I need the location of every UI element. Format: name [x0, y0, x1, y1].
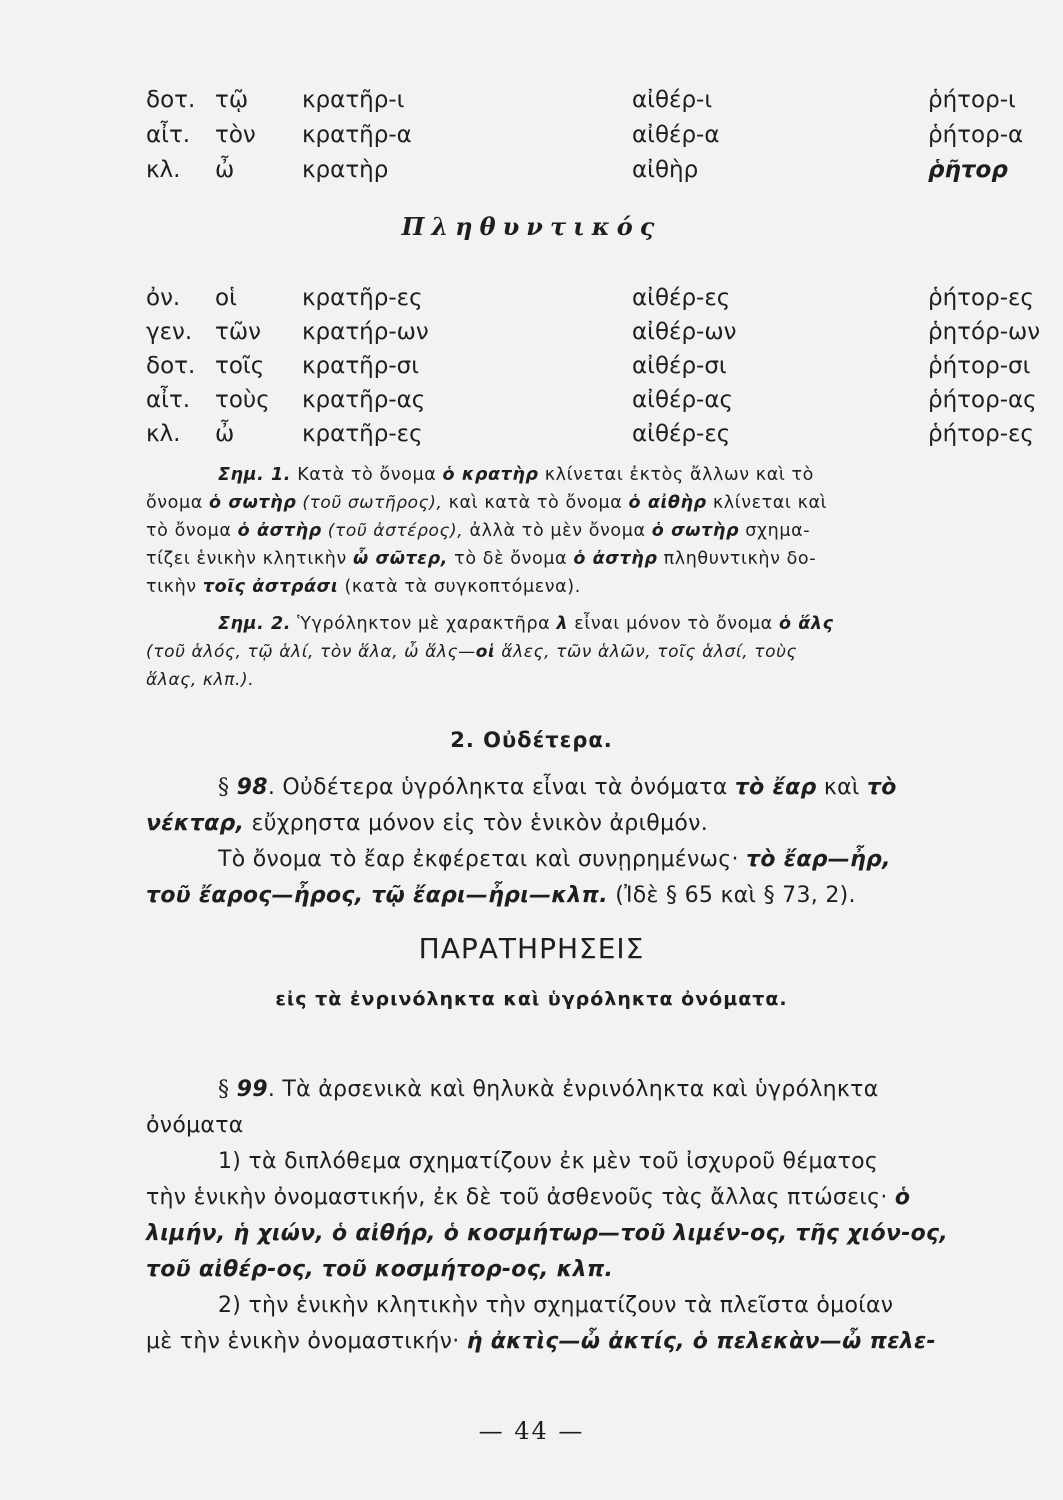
section-sign: § [218, 1077, 230, 1102]
para-line: τοῦ ἔαρος—ἦρος, τῷ ἔαρι—ἦρι—κλπ. (Ἰδὲ § 65 καὶ § 73, 2). [146, 883, 856, 908]
section-sign: § [218, 775, 230, 800]
table-row [0, 281, 1063, 315]
article: ὦ [215, 157, 235, 183]
para-line: 2) τὴν ἑνικὴν κλητικὴν τὴν σχηματίζουν τὰ πλεῖστα ὁμοίαν [218, 1293, 894, 1318]
para-line: τοῦ αἰθέρ-ος, τοῦ κοσμήτορ-ος, κλπ. [146, 1257, 614, 1282]
note-line: (τοῦ ἁλός, τῷ ἁλί, τὸν ἅλα, ὦ ἅλς—οἱ ἅλες, τῶν ἁλῶν, τοῖς ἁλσί, τοὺς [146, 642, 798, 662]
form-rhetor: ῥήτορ-ες [928, 421, 1034, 447]
note-line: ὄνομα ὁ σωτὴρ (τοῦ σωτῆρος), καὶ κατὰ τὸ ὄνομα ὁ αἰθὴρ κλίνεται καὶ [146, 493, 828, 513]
form-rhetor: ῥήτορ-σι [928, 353, 1031, 379]
table-row [0, 153, 1063, 187]
form-krater: κρατῆρ-ι [302, 87, 405, 113]
form-aither: αἰθέρ-ων [632, 319, 737, 345]
note-2 [146, 610, 1063, 694]
plural-heading: Πληθυντικός [401, 212, 662, 241]
form-rhetor: ῥήτορ-ι [928, 87, 1016, 113]
section-heading: 2. Οὐδέτερα. [450, 728, 613, 752]
form-krater: κρατήρ-ων [302, 319, 429, 345]
paragraph-98 [146, 770, 1063, 914]
article: τοὺς [215, 387, 270, 413]
para-line: 1) τὰ διπλόθεμα σχηματίζουν ἐκ μὲν τοῦ ἰσχυροῦ θέματος [218, 1149, 879, 1174]
note-line: τίζει ἑνικὴν κλητικὴν ὦ σῶτερ, τὸ δὲ ὄνομα ὁ ἀστὴρ πληθυντικὴν δο- [146, 549, 817, 569]
para-line: § 99. Τὰ ἀρσενικὰ καὶ θηλυκὰ ἐνρινόληκτα καὶ ὑγρόληκτα [218, 1077, 879, 1102]
form-rhetor: ῥήτορ-α [928, 122, 1024, 148]
para-line: τὴν ἑνικὴν ὀνομαστικήν, ἐκ δὲ τοῦ ἀσθενοῦς τὰς ἄλλας πτώσεις· ὁ [146, 1185, 911, 1210]
form-aither: αἰθέρ-σι [632, 353, 727, 379]
form-krater: κρατῆρ-ες [302, 421, 423, 447]
page-number: — 44 — [478, 1417, 585, 1445]
paragraph-99 [146, 1072, 1063, 1360]
article: τῶν [215, 319, 261, 345]
case-label: ὀν. [146, 285, 181, 311]
case-label: αἶτ. [146, 387, 191, 413]
article: οἱ [215, 285, 237, 311]
table-row [0, 315, 1063, 349]
form-aither: αἰθὴρ [632, 157, 699, 183]
para-line: μὲ τὴν ἑνικὴν ὀνομαστικήν· ἡ ἀκτὶς—ὦ ἀκτίς, ὁ πελεκὰν—ὦ πελε- [146, 1329, 936, 1354]
form-krater: κρατῆρ-α [302, 122, 412, 148]
form-aither: αἰθέρ-ι [632, 87, 713, 113]
form-aither: αἰθέρ-ες [632, 285, 731, 311]
table-row [0, 83, 1063, 117]
para-line: § 98. Οὐδέτερα ὑγρόληκτα εἶναι τὰ ὀνόματα τὸ ἔαρ καὶ τὸ [218, 775, 897, 800]
form-krater: κρατὴρ [302, 157, 389, 183]
form-rhetor: ῥήτορ-ας [928, 387, 1037, 413]
note-line: Σημ. 2. Ὑγρόληκτον μὲ χαρακτῆρα λ εἶναι μόνον τὸ ὄνομα ὁ ἅλς [218, 614, 834, 634]
form-rhetor: ῥήτορ-ες [928, 285, 1034, 311]
para-line: ὀνόματα [146, 1113, 244, 1138]
article: ὦ [215, 421, 235, 447]
table-row [0, 118, 1063, 152]
case-label: κλ. [146, 421, 181, 447]
article: τῷ [215, 87, 249, 113]
case-label: δοτ. [146, 353, 196, 379]
form-rhetor: ῥῆτορ [928, 157, 1008, 183]
table-row [0, 417, 1063, 451]
para-line: λιμήν, ἡ χιών, ὁ αἰθήρ, ὁ κοσμήτωρ—τοῦ λιμέν-ος, τῆς χιόν-ος, [146, 1221, 949, 1246]
section-number: 99 [236, 1077, 268, 1102]
article: τοῖς [215, 353, 265, 379]
case-label: γεν. [146, 319, 193, 345]
case-label: δοτ. [146, 87, 196, 113]
form-krater: κρατῆρ-ες [302, 285, 423, 311]
para-line: Τὸ ὄνομα τὸ ἔαρ ἐκφέρεται καὶ συνῃρημένως· τὸ ἔαρ—ἦρ, [218, 847, 891, 872]
note-line: ἅλας, κλπ.). [146, 670, 255, 690]
note-1 [146, 461, 1063, 601]
form-aither: αἰθέρ-ας [632, 387, 734, 413]
form-rhetor: ῥητόρ-ων [928, 319, 1041, 345]
form-krater: κρατῆρ-σι [302, 353, 419, 379]
remarks-heading: ΠΑΡΑΤΗΡΗΣΕΙΣ [418, 932, 645, 965]
article: τὸν [215, 122, 256, 148]
form-krater: κρατῆρ-ας [302, 387, 426, 413]
remarks-subheading: εἰς τὰ ἐνρινόληκτα καὶ ὑγρόληκτα ὀνόματα. [275, 988, 788, 1010]
form-aither: αἰθέρ-α [632, 122, 720, 148]
case-label: αἶτ. [146, 122, 191, 148]
case-label: κλ. [146, 157, 181, 183]
section-number: 98 [236, 775, 268, 800]
para-line: νέκταρ, εὔχρηστα μόνον εἰς τὸν ἑνικὸν ἀριθμόν. [146, 811, 709, 836]
table-row [0, 383, 1063, 417]
table-row [0, 349, 1063, 383]
note-line: τικὴν τοῖς ἀστράσι (κατὰ τὰ συγκοπτόμενα). [146, 577, 581, 597]
note-line: τὸ ὄνομα ὁ ἀστὴρ (τοῦ ἀστέρος), ἀλλὰ τὸ μὲν ὄνομα ὁ σωτὴρ σχημα- [146, 521, 811, 541]
note-line: Σημ. 1. Κατὰ τὸ ὄνομα ὁ κρατὴρ κλίνεται ἐκτὸς ἄλλων καὶ τὸ [218, 465, 814, 485]
form-aither: αἰθέρ-ες [632, 421, 731, 447]
